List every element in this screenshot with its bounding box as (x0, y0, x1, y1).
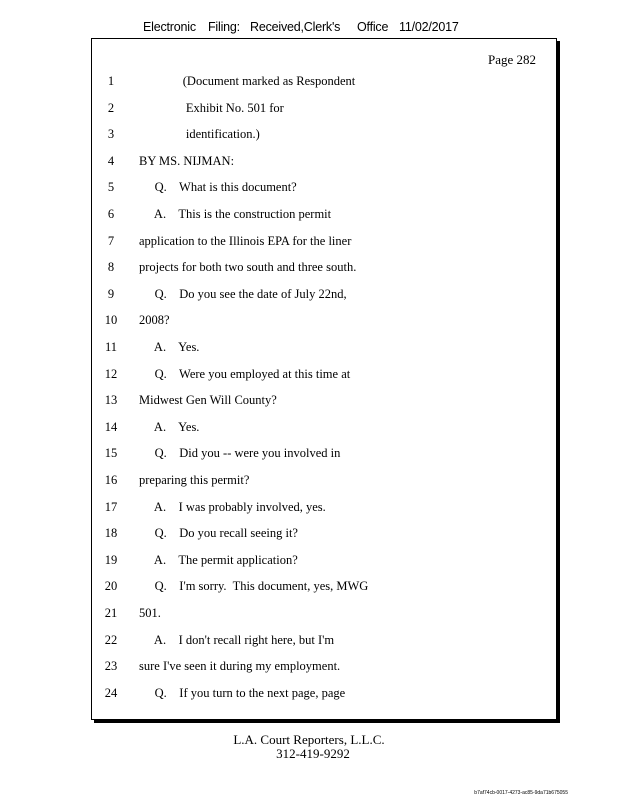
line-text: A. Yes. (139, 340, 200, 354)
line-text: A. Yes. (139, 419, 200, 434)
transcript-line (92, 74, 556, 100)
line-number: 20 (104, 579, 118, 594)
transcript-line (92, 473, 556, 499)
transcript-line (92, 154, 556, 180)
transcript-line (92, 101, 556, 127)
line-text: sure I've seen it during my employment. (139, 659, 341, 674)
transcript-line (92, 367, 556, 393)
header-received: Received,Clerk's (250, 20, 341, 34)
line-number: 24 (104, 685, 118, 700)
transcript-line (92, 686, 556, 712)
line-text: A. The permit application? (139, 552, 298, 567)
transcript-line (92, 553, 556, 579)
line-number: 15 (104, 446, 118, 461)
line-text: projects for both two south and three south. (139, 260, 357, 275)
transcript-line (92, 446, 556, 472)
line-text: Exhibit No. 501 for (139, 100, 284, 115)
transcript-line (92, 234, 556, 260)
line-number: 2 (107, 100, 115, 115)
line-text: Q. Do you see the date of July 22nd, (139, 286, 347, 301)
line-number: 10 (104, 313, 118, 328)
line-number: 11 (104, 340, 118, 354)
line-number: 9 (107, 286, 115, 301)
header-date: 11/02/2017 (399, 20, 459, 34)
transcript-line (92, 500, 556, 526)
line-text: A. This is the construction permit (139, 207, 332, 221)
transcript-line (92, 659, 556, 685)
line-text: A. I was probably involved, yes. (139, 499, 326, 514)
transcript-line (92, 526, 556, 552)
transcript-line (92, 260, 556, 286)
transcript-line (92, 633, 556, 659)
line-text: application to the Illinois EPA for the liner (139, 233, 352, 248)
line-text: (Document marked as Respondent (139, 74, 356, 88)
transcript-line (92, 393, 556, 419)
transcript-page (91, 38, 557, 720)
line-number: 16 (104, 473, 118, 487)
header-filing: Filing: (208, 20, 240, 34)
transcript-line (92, 180, 556, 206)
line-text: BY MS. NIJMAN: (139, 153, 235, 168)
line-text: Q. Do you recall seeing it? (139, 526, 298, 541)
line-text: 2008? (139, 313, 170, 328)
line-number: 4 (107, 153, 115, 168)
line-number: 6 (107, 207, 115, 221)
line-number: 7 (107, 233, 115, 248)
line-number: 5 (107, 180, 115, 195)
line-number: 19 (104, 552, 118, 567)
footer-phone: 312-419-9292 (276, 746, 350, 761)
footer-company: L.A. Court Reporters, L.L.C. (233, 732, 385, 747)
line-text: Q. Were you employed at this time at (139, 366, 351, 381)
transcript-line (92, 579, 556, 605)
document-hash: b7af74cb-0017-4273-ac85-9da71b675055 (474, 790, 568, 796)
transcript-line (92, 420, 556, 446)
line-text: identification.) (139, 127, 260, 142)
header-office: Office (357, 20, 389, 34)
line-number: 14 (104, 419, 118, 434)
line-text: preparing this permit? (139, 473, 250, 487)
line-number: 23 (104, 659, 118, 674)
header-electronic: Electronic (143, 20, 196, 34)
transcript-line (92, 287, 556, 313)
line-number: 21 (104, 606, 118, 620)
transcript-line (92, 207, 556, 233)
line-number: 12 (104, 366, 118, 381)
line-text: Midwest Gen Will County? (139, 393, 277, 408)
page-number: Page 282 (487, 52, 536, 67)
line-text: Q. What is this document? (139, 180, 297, 195)
line-text: A. I don't recall right here, but I'm (139, 632, 335, 647)
transcript-line (92, 127, 556, 153)
line-text: Q. I'm sorry. This document, yes, MWG (139, 579, 369, 594)
transcript-line (92, 313, 556, 339)
line-number: 8 (107, 260, 115, 275)
line-text: Q. If you turn to the next page, page (139, 685, 346, 700)
line-text: Q. Did you -- were you involved in (139, 446, 341, 461)
transcript-line (92, 340, 556, 366)
line-text: 501. (139, 606, 161, 620)
line-number: 1 (107, 74, 115, 88)
line-number: 3 (107, 127, 115, 142)
line-number: 13 (104, 393, 118, 408)
transcript-line (92, 606, 556, 632)
line-number: 18 (104, 526, 118, 541)
line-number: 17 (104, 499, 118, 514)
line-number: 22 (104, 632, 118, 647)
